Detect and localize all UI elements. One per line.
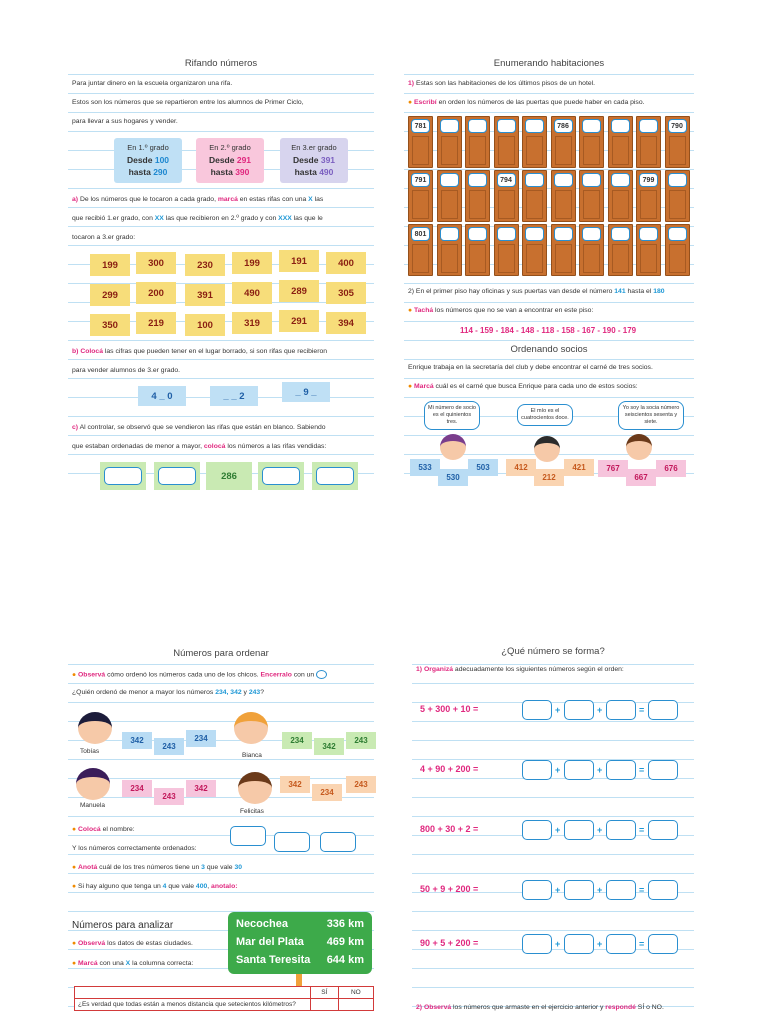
number-card: 243 [346, 776, 376, 793]
number-card: 342 [314, 738, 344, 755]
expression: 800 + 30 + 2 = [420, 824, 479, 834]
door-number-input[interactable] [468, 173, 487, 187]
instruction-cross: ● Tachá los números que no se van a encontrar en este piso: [408, 307, 594, 314]
hotel-door [494, 224, 519, 276]
door-number-input[interactable] [468, 227, 487, 241]
raffle-ticket[interactable]: 391 [185, 284, 225, 306]
raffle-ticket[interactable]: 289 [279, 280, 319, 302]
intro-line: Enrique trabaja en la secretaría del club y debe encontrar el carné de tres socios. [408, 364, 653, 371]
city-name: Mar del Plata [236, 936, 304, 948]
name-input[interactable] [230, 826, 266, 846]
partial-ticket[interactable]: _ _ 2 [210, 386, 258, 406]
door-number-input[interactable] [668, 173, 687, 187]
panel-title: Rifando números [184, 58, 258, 69]
instruction-write: ● Escribí en orden los números de las puertas que puede haber en cada piso. [408, 99, 645, 106]
partial-ticket[interactable]: 4 _ 0 [138, 386, 186, 406]
door-number-input[interactable] [582, 173, 601, 187]
hotel-door [608, 224, 633, 276]
speech-bubble: El mío es el cuatrocientos doce. [517, 404, 573, 426]
hotel-door [494, 170, 519, 222]
door-number-input[interactable] [639, 119, 658, 133]
city-distance: 336 km [326, 918, 364, 930]
expression: 5 + 300 + 10 = [420, 704, 479, 714]
result-input[interactable] [648, 700, 678, 720]
speech-bubble: Mi número de socio es el quinientos tres. [424, 401, 480, 430]
instruction-note: ● Anotá cuál de los tres números tiene un 3 que vale 30 [72, 864, 242, 871]
door-number: 786 [554, 119, 573, 133]
city-distance: 644 km [326, 954, 364, 966]
addend-input[interactable] [564, 820, 594, 840]
door-number-input[interactable] [525, 173, 544, 187]
grade-card-2: En 2.º grado Desde 291 hasta 390 [196, 138, 264, 183]
raffle-ticket[interactable]: 199 [232, 252, 272, 274]
addend-input[interactable] [522, 880, 552, 900]
door-number: 790 [668, 119, 687, 133]
equals-sign: = [639, 939, 645, 949]
intro-line: Estos son los números que se repartieron entre los alumnos de Primer Ciclo, [72, 99, 304, 106]
instruction-2: 2) En el primer piso hay oficinas y sus puertas van desde el número 141 hasta el 180 [408, 288, 665, 295]
door-number-input[interactable] [554, 173, 573, 187]
door-number: 791 [411, 173, 430, 187]
hotel-door [665, 224, 690, 276]
result-input[interactable] [648, 820, 678, 840]
member-card[interactable]: 212 [534, 469, 564, 486]
hotel-door [465, 170, 490, 222]
equals-sign: = [639, 765, 645, 775]
member-card[interactable]: 421 [564, 459, 594, 476]
instruction-b: para vender alumnos de 3.er grado. [72, 367, 181, 374]
instruction-place: ● Colocá el nombre: [72, 826, 135, 833]
raffle-ticket[interactable]: 291 [279, 310, 319, 332]
door-number-input[interactable] [440, 227, 459, 241]
door-number-input[interactable] [497, 227, 516, 241]
hotel-door [551, 170, 576, 222]
plus-sign: + [597, 765, 603, 775]
hotel-door [522, 116, 547, 168]
name-input[interactable] [320, 832, 356, 852]
door-number-input[interactable] [611, 227, 630, 241]
col-no: NO [338, 987, 373, 999]
hotel-door [408, 224, 433, 276]
child-name: Manuela [80, 802, 105, 809]
raffle-ticket[interactable]: 219 [136, 312, 176, 334]
member-card[interactable]: 412 [506, 459, 536, 476]
instruction-observe: ● Observá los datos de estas ciudades. [72, 940, 193, 947]
grade-card-3: En 3.er grado Desde 391 hasta 490 [280, 138, 348, 183]
panel-title: ¿Qué número se forma? [501, 646, 605, 657]
hotel-door [437, 170, 462, 222]
raffle-ticket[interactable]: 299 [90, 284, 130, 306]
addend-input[interactable] [522, 700, 552, 720]
raffle-ticket[interactable]: 199 [90, 254, 130, 276]
sold-ticket[interactable] [100, 462, 146, 490]
door-number-input[interactable] [582, 119, 601, 133]
instruction-order: Y los números correctamente ordenados: [72, 845, 197, 852]
plus-sign: + [597, 939, 603, 949]
child-avatar [626, 434, 652, 460]
hotel-door [494, 116, 519, 168]
door-number-input[interactable] [639, 227, 658, 241]
hotel-door [636, 224, 661, 276]
child-name: Felicitas [240, 808, 264, 815]
door-number: 781 [411, 119, 430, 133]
panel-habitaciones [404, 56, 694, 492]
expression: 4 + 90 + 200 = [420, 764, 479, 774]
hotel-door [465, 116, 490, 168]
hotel-door [465, 224, 490, 276]
door-number-input[interactable] [440, 173, 459, 187]
child-avatar[interactable] [78, 712, 112, 744]
instruction-c: c) Al controlar, se observó que se vendieron las rifas que están en blanco. Sabiendo [72, 424, 326, 431]
raffle-ticket[interactable]: 100 [185, 314, 225, 336]
panel-title: Enumerando habitaciones [493, 58, 605, 69]
door-number: 794 [497, 173, 516, 187]
door-number-input[interactable] [497, 119, 516, 133]
city-name: Necochea [236, 918, 288, 930]
raffle-ticket[interactable]: 394 [326, 312, 366, 334]
city-distance: 469 km [326, 936, 364, 948]
hotel-door [437, 224, 462, 276]
cities-sign [228, 912, 372, 974]
name-input[interactable] [274, 832, 310, 852]
hotel-door [408, 170, 433, 222]
panel-se-forma [412, 646, 694, 1024]
instruction-1: 1) Estas son las habitaciones de los últimos pisos de un hotel. [408, 80, 596, 87]
plus-sign: + [555, 705, 561, 715]
section-title: Números para analizar [72, 920, 174, 931]
addend-input[interactable] [522, 820, 552, 840]
expression: 50 + 9 + 200 = [420, 884, 479, 894]
door-number-input[interactable] [611, 173, 630, 187]
door-number-input[interactable] [554, 227, 573, 241]
equals-sign: = [639, 825, 645, 835]
result-input[interactable] [648, 880, 678, 900]
door-number-input[interactable] [611, 119, 630, 133]
door-number: 801 [411, 227, 430, 241]
intro-line: Para juntar dinero en la escuela organizaron una rifa. [72, 80, 233, 87]
instruction-a: tocaron a 3.er grado: [72, 234, 136, 241]
hotel-door [408, 116, 433, 168]
sold-ticket[interactable] [312, 462, 358, 490]
child-avatar [440, 434, 466, 460]
number-card: 234 [312, 784, 342, 801]
result-input[interactable] [648, 760, 678, 780]
plus-sign: + [555, 939, 561, 949]
door-number-input[interactable] [440, 119, 459, 133]
hotel-door [665, 116, 690, 168]
hotel-door [579, 116, 604, 168]
member-card[interactable]: 767 [598, 460, 628, 477]
hotel-door [522, 170, 547, 222]
member-card[interactable]: 533 [410, 459, 440, 476]
panel-rifando [68, 56, 374, 492]
number-card: 234 [186, 730, 216, 747]
number-card: 243 [154, 738, 184, 755]
col-si: SÍ [311, 987, 339, 999]
answer-cell[interactable] [311, 999, 339, 1011]
question-line: ¿Quién ordenó de menor a mayor los números 234, 342 y 243? [72, 689, 264, 696]
number-card: 243 [346, 732, 376, 749]
panel-title: Números para ordenar [173, 648, 269, 659]
addend-input[interactable] [606, 880, 636, 900]
instruction-2: 2) Observá los números que armaste en el ejercicio anterior y respondé SÍ o NO. [416, 1004, 664, 1011]
addend-input[interactable] [564, 880, 594, 900]
plus-sign: + [555, 885, 561, 895]
instruction-a: que recibió 1.er grado, con XX las que recibieron en 2.º grado y con XXX las que le [72, 215, 323, 222]
number-card: 234 [282, 732, 312, 749]
door-number-input[interactable] [525, 227, 544, 241]
raffle-ticket[interactable]: 400 [326, 252, 366, 274]
addend-input[interactable] [606, 820, 636, 840]
plus-sign: + [555, 825, 561, 835]
addend-input[interactable] [606, 760, 636, 780]
addend-input[interactable] [522, 934, 552, 954]
child-avatar[interactable] [76, 768, 110, 800]
hotel-door [437, 116, 462, 168]
plus-sign: + [597, 825, 603, 835]
member-card[interactable]: 667 [626, 469, 656, 486]
instruction-a: a) De los números que le tocaron a cada grado, marcá en estas rifas con una X las [72, 196, 324, 203]
raffle-ticket[interactable]: 490 [232, 282, 272, 304]
raffle-ticket[interactable]: 230 [185, 254, 225, 276]
child-name: Bianca [242, 752, 262, 759]
number-card: 234 [122, 780, 152, 797]
raffle-ticket[interactable]: 200 [136, 282, 176, 304]
door-number: 799 [639, 173, 658, 187]
instruction-c: que estaban ordenadas de menor a mayor, colocá los números a las rifas vendidas: [72, 443, 327, 450]
member-card[interactable]: 503 [468, 459, 498, 476]
equals-sign: = [639, 705, 645, 715]
section-title: Ordenando socios [510, 344, 588, 355]
raffle-ticket[interactable]: 319 [232, 312, 272, 334]
instruction-note: ● Si hay alguno que tenga un 4 que vale 400, anotalo: [72, 883, 238, 890]
addend-input[interactable] [564, 760, 594, 780]
hotel-door [608, 116, 633, 168]
instruction-observe: ● Observá cómo ordenó los números cada uno de los chicos. Encerralo con un [72, 670, 327, 679]
equals-sign: = [639, 885, 645, 895]
member-card[interactable]: 530 [438, 469, 468, 486]
answer-table [74, 986, 374, 1011]
raffle-ticket[interactable]: 300 [136, 252, 176, 274]
door-number-input[interactable] [525, 119, 544, 133]
question-cell: ¿Es verdad que todas están a menos distancia que setecientos kilómetros? [75, 999, 311, 1011]
hotel-door [551, 116, 576, 168]
child-avatar[interactable] [234, 712, 268, 744]
partial-ticket[interactable]: _ 9 _ [282, 382, 330, 402]
raffle-ticket[interactable]: 350 [90, 314, 130, 336]
result-input[interactable] [648, 934, 678, 954]
instruction-mark: ● Marcá con una X la columna correcta: [72, 960, 194, 967]
hotel-door [551, 224, 576, 276]
addend-input[interactable] [564, 934, 594, 954]
child-avatar [534, 436, 560, 462]
addend-input[interactable] [564, 700, 594, 720]
addend-input[interactable] [522, 760, 552, 780]
plus-sign: + [597, 885, 603, 895]
answer-cell[interactable] [338, 999, 373, 1011]
plus-sign: + [555, 765, 561, 775]
instruction-1: 1) Organizá adecuadamente los siguientes números según el orden: [416, 666, 624, 673]
hotel-door [636, 170, 661, 222]
plus-sign: + [597, 705, 603, 715]
door-number-input[interactable] [468, 119, 487, 133]
number-card: 243 [154, 788, 184, 805]
hotel-door [608, 170, 633, 222]
raffle-ticket[interactable]: 191 [279, 250, 319, 272]
hotel-door [579, 224, 604, 276]
instruction-mark: ● Marcá cuál es el carné que busca Enrique para cada uno de estos socios: [408, 383, 638, 390]
number-card: 342 [186, 780, 216, 797]
grade-card-1: En 1.º grado Desde 100 hasta 290 [114, 138, 182, 183]
door-number-input[interactable] [668, 227, 687, 241]
panel-ordenar [68, 646, 374, 1024]
door-number-input[interactable] [582, 227, 601, 241]
city-name: Santa Teresita [236, 954, 311, 966]
sold-ticket[interactable] [258, 462, 304, 490]
hotel-door [579, 170, 604, 222]
raffle-ticket[interactable]: 305 [326, 282, 366, 304]
number-card: 342 [280, 776, 310, 793]
speech-bubble: Yo soy la socia número seiscientos sesenta y siete. [618, 401, 684, 430]
known-ticket: 286 [206, 462, 252, 490]
hotel-door [665, 170, 690, 222]
child-name: Tobías [80, 748, 100, 755]
hotel-door [522, 224, 547, 276]
number-card: 342 [122, 732, 152, 749]
instruction-b: b) Colocá las cifras que pueden tener en el lugar borrado, si son rifas que recibieron [72, 348, 328, 355]
hotel-door [636, 116, 661, 168]
intro-line: para llevar a sus hogares y vender. [72, 118, 178, 125]
member-card[interactable]: 676 [656, 460, 686, 477]
addend-input[interactable] [606, 700, 636, 720]
addend-input[interactable] [606, 934, 636, 954]
expression: 90 + 5 + 200 = [420, 938, 479, 948]
number-sequence[interactable]: 114 - 159 - 184 - 148 - 118 - 158 - 167 - 190 - 179 [460, 326, 637, 335]
child-avatar[interactable] [238, 772, 272, 804]
sold-ticket[interactable] [154, 462, 200, 490]
